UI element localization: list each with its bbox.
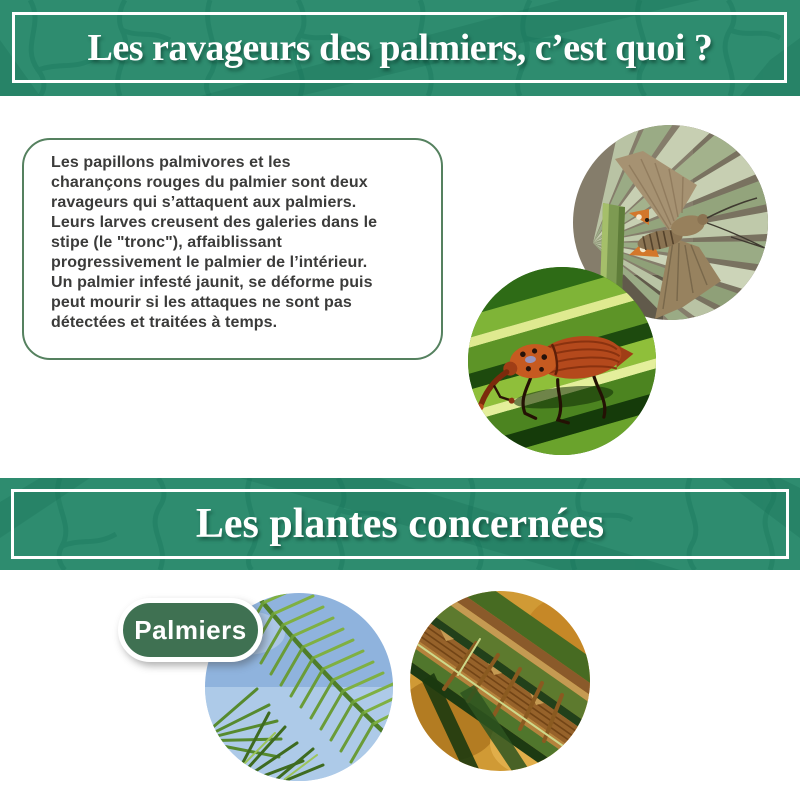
info-text-line: progressivement le palmier de l’intérieur. xyxy=(51,254,368,271)
info-text-line: charançons rouges du palmier sont deux xyxy=(51,174,368,191)
header-banner xyxy=(0,0,800,96)
damaged-palm-photo-circle xyxy=(410,591,590,771)
info-text-line: Les papillons palmivores et les xyxy=(51,154,291,171)
info-text-line: peut mourir si les attaques ne sont pas xyxy=(51,294,352,311)
red-palm-weevil-photo xyxy=(468,267,656,455)
info-text-line: ravageurs qui s’attaquent aux palmiers. xyxy=(51,194,357,211)
plants-banner xyxy=(0,478,800,570)
info-box xyxy=(22,138,443,360)
palmiers-badge xyxy=(118,598,263,662)
info-text-line: stipe (le "tronc"), affaiblissant xyxy=(51,234,282,251)
info-text-line: Leurs larves creusent des galeries dans le xyxy=(51,214,378,231)
page-title: Les ravageurs des palmiers, c’est quoi ? xyxy=(87,27,713,69)
info-text-line: Un palmier infesté jaunit, se déforme puis xyxy=(51,274,373,291)
damaged-palm-photo xyxy=(410,591,590,771)
section-title: Les plantes concernées xyxy=(195,501,605,547)
info-text-line: détectées et traitées à temps. xyxy=(51,314,278,331)
weevil-photo-circle xyxy=(468,267,656,455)
palmiers-badge-label: Palmiers xyxy=(134,614,247,645)
